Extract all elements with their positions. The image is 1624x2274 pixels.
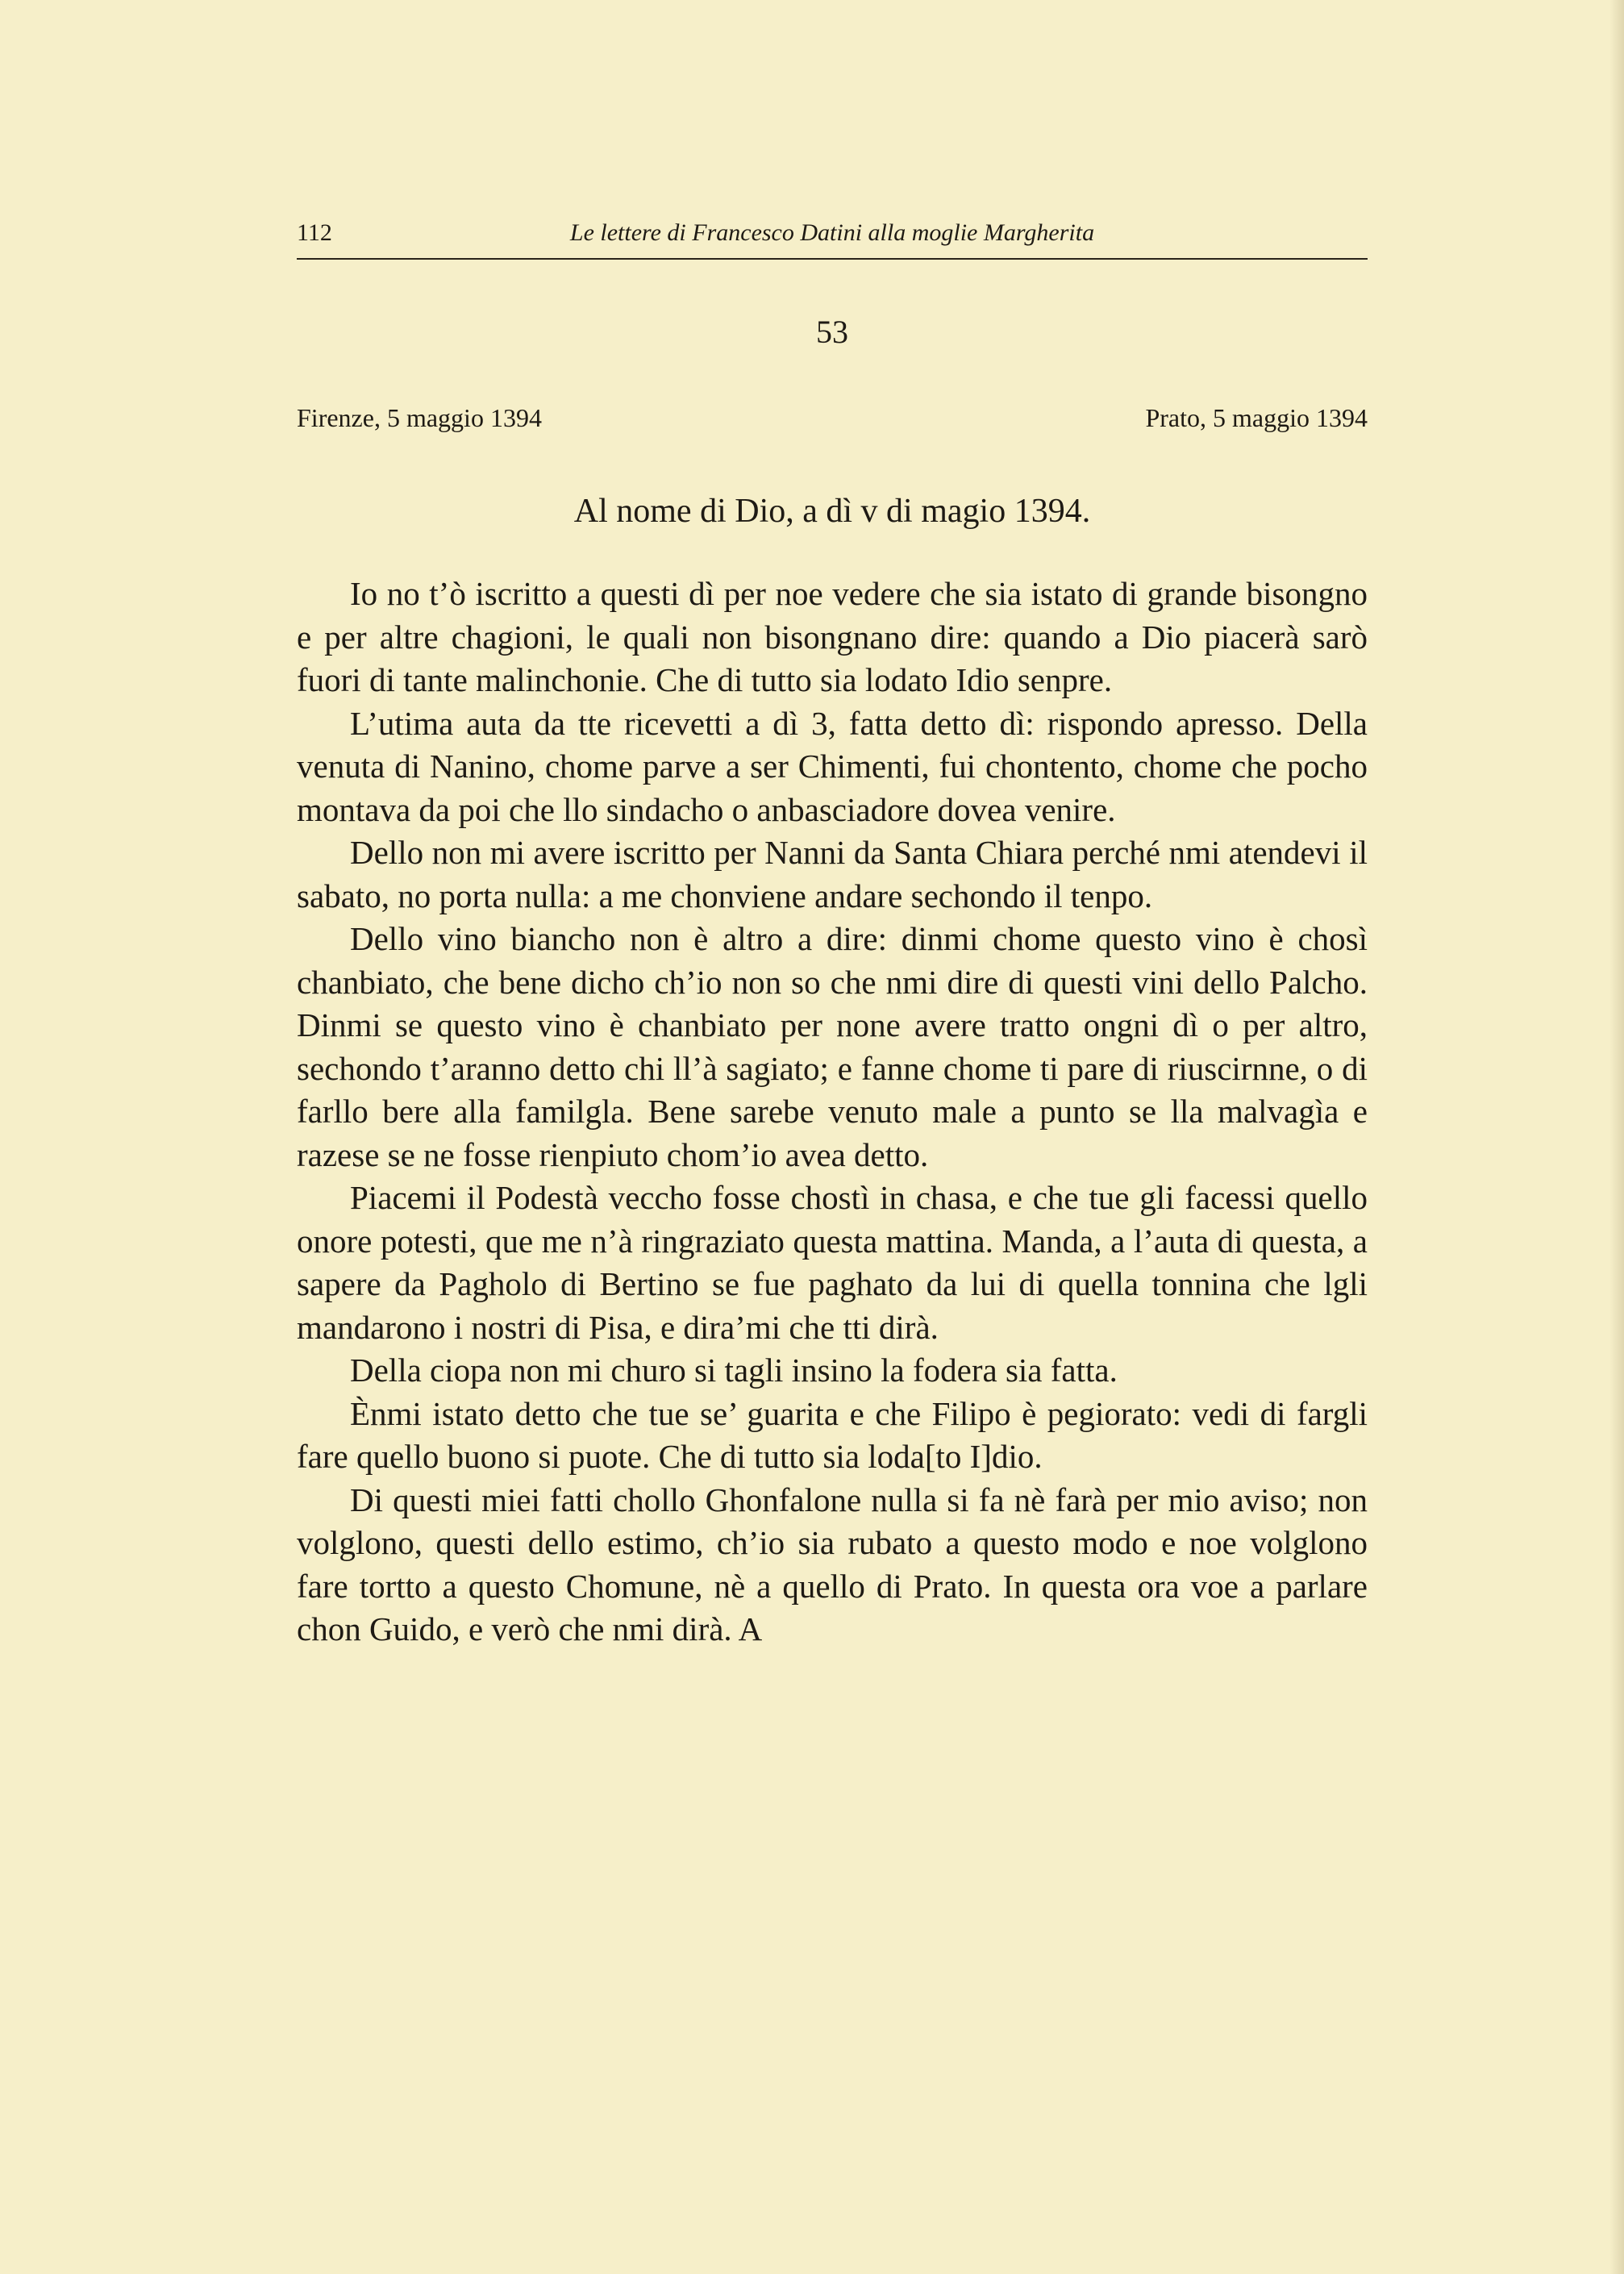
page-header [297, 216, 1368, 260]
page-edge-shadow [1609, 0, 1624, 2274]
paragraph: Di questi miei fatti chollo Ghonfalone nulla si fa nè farà per mio aviso; non volglono, questi dello estimo, ch’io sia rubato a questo modo e noe volglono fare tortto a questo Chomune, nè a quello di Prato. In questa ora voe a parlare chon Guido, e verò che nmi dirà. A [297, 1481, 1368, 1647]
letter-opening: Al nome di Dio, a dì v di magio 1394. [573, 493, 1091, 530]
paragraph: Dello vino biancho non è altro a dire: dinmi chome questo vino è chosì chanbiato, che bene dicho ch’io non so che nmi dire di questi vini dello Palcho. Dinmi se questo vino è chanbiato per none avere tratto ongni dì o per altro, sechondo t’aranno detto chi ll’à sagiato; e fanne chome ti pare di riuscirnne, o di farllo bere alla familgla. Bene sarebe venuto male a punto se lla malvagìa e razese se ne fosse rienpiuto chom’io avea detto. [297, 920, 1368, 1173]
paragraph: Io no t’ò iscritto a questi dì per noe vedere che sia istato di grande bisongno e per altre chagioni, le quali non bisongnano dire: quando a Dio piacerà sarò fuori di tante malinchonie. Che di tutto sia lodato Idio senpre. [297, 575, 1368, 698]
running-title: Le lettere di Francesco Datini alla moglie Margherita [569, 219, 1095, 246]
paragraph: Piacemi il Podestà vecchо fosse chostì in chasa, e che tue gli facessi quello onore potesti, que me n’à ringraziato questa mattina. Manda, a l’auta di questa, a sapere da Pagholo di Bertino se fue paghato da lui di quella tonnina che lgli mandarono i nostri di Pisa, e dira’mi che tti dirà. [297, 1179, 1368, 1346]
paragraph: Della ciopa non mi churo si tagli insino la fodera sia fatta. [350, 1351, 1118, 1389]
paragraph: Dello non mi avere iscritto per Nanni da Santa Chiara perché nmi atendevi il sabato, no porta nulla: a me chonviene andare sechondo il tenpo. [297, 834, 1368, 914]
paragraph: Ènmi istato detto che tue se’ guarita e che Filipo è pegiorato: vedi di fargli fare quello buono si puote. Che di tutto sia loda[to I]dio. [297, 1394, 1368, 1475]
place-date-to: Prato, 5 maggio 1394 [1145, 403, 1368, 432]
letter-number: 53 [816, 314, 848, 350]
page-number: 112 [297, 219, 332, 246]
place-date-from: Firenze, 5 maggio 1394 [297, 403, 542, 432]
paragraph: L’utima auta da tte ricevetti a dì 3, fatta detto dì: rispondo apresso. Della venuta di Nanino, chome parve a ser Chimenti, fui chontento, chome che pocho montava da poi che llo sindacho o anbasciadore dovea venire. [297, 704, 1368, 828]
letter-body [297, 573, 1368, 1651]
